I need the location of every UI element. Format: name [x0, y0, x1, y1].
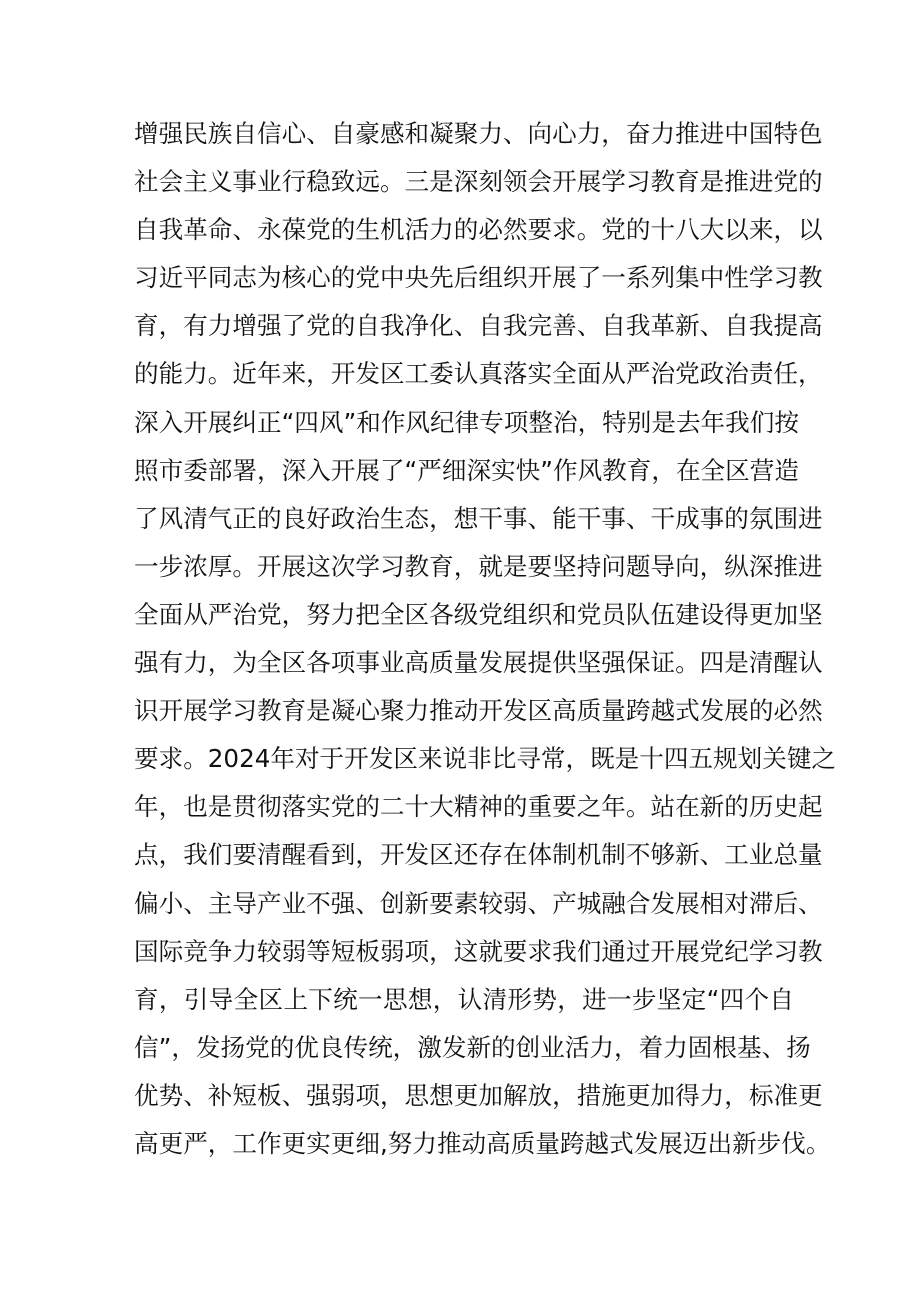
text-line: 增强民族自信心、自豪感和凝聚力、向心力，奋力推进中国特色: [134, 119, 823, 148]
text-line: 年，也是贯彻落实党的二十大精神的重要之年。站在新的历史起: [134, 792, 823, 822]
text-line: 高更严，工作更实更细,努力推动高质量跨越式发展迈出新步伐。: [134, 1128, 831, 1158]
text-line: 优势、补短板、强弱项，思想更加解放，措施更加得力，标准更: [134, 1080, 823, 1110]
text-line: 习近平同志为核心的党中央先后组织开展了一系列集中性学习教: [134, 263, 823, 293]
text-line: 偏小、主导产业不强、创新要素较弱、产城融合发展相对滞后、: [134, 888, 823, 918]
text-line: 育，有力增强了党的自我净化、自我完善、自我革新、自我提高: [134, 311, 823, 341]
text-line: 的能力。近年来，开发区工委认真落实全面从严治党政治责任，: [134, 359, 823, 389]
text-line: 了风清气正的良好政治生态，想干事、能干事、干成事的氛围进: [134, 503, 823, 533]
text-line: 强有力，为全区各项事业高质量发展提供坚强保证。四是清醒认: [134, 648, 823, 678]
text-line: 育，引导全区上下统一思想，认清形势，进一步坚定“四个自: [134, 984, 794, 1014]
text-line: 照市委部署，深入开展了“严细深实快”作风教育，在全区营造: [134, 455, 799, 485]
text-line: 点，我们要清醒看到，开发区还存在体制机制不够新、工业总量: [134, 840, 823, 870]
text-line: 社会主义事业行稳致远。三是深刻领会开展学习教育是推进党的: [134, 167, 823, 197]
text-line: 深入开展纠正“四风”和作风纪律专项整治，特别是去年我们按: [134, 407, 799, 437]
text-line: 信”，发扬党的优良传统，激发新的创业活力，着力固根基、扬: [134, 1032, 811, 1062]
body-paragraph: [134, 110, 837, 1168]
text-line: 识开展学习教育是凝心聚力推动开发区高质量跨越式发展的必然: [134, 696, 823, 726]
text-line: 国际竞争力较弱等短板弱项，这就要求我们通过开展党纪学习教: [134, 936, 823, 966]
text-line: 自我革命、永葆党的生机活力的必然要求。党的十八大以来，以: [134, 215, 823, 245]
text-line: 全面从严治党，努力把全区各级党组织和党员队伍建设得更加坚: [134, 599, 823, 629]
text-line: 一步浓厚。开展这次学习教育，就是要坚持问题导向，纵深推进: [134, 551, 823, 581]
text-line: 要求。2024年对于开发区来说非比寻常，既是十四五规划关键之: [134, 744, 837, 774]
